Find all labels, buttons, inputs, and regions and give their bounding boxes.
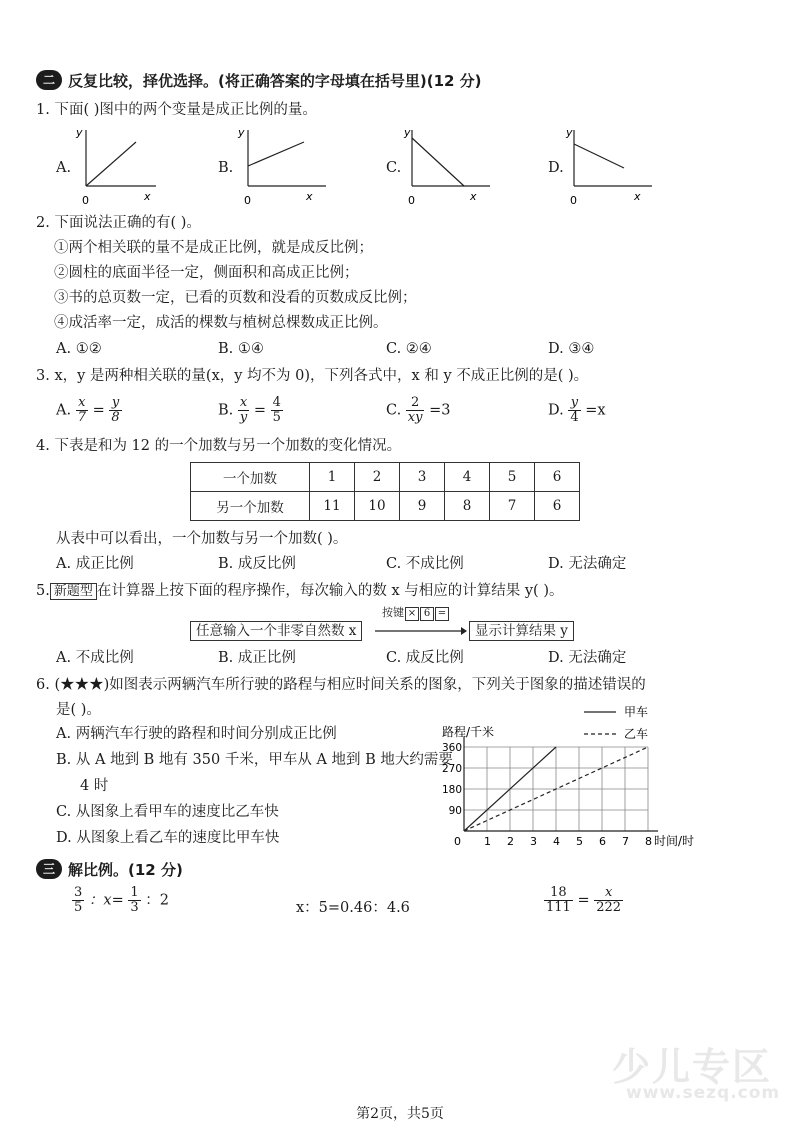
question-6-stem-line2: 是( )。 <box>56 702 101 718</box>
table-cell: 6 <box>535 463 580 492</box>
q4-option-c: C. 不成比例 <box>386 556 464 572</box>
q3-d-label: D. <box>548 402 564 419</box>
q3-a-label: A. <box>56 402 72 419</box>
legend-label: 乙车 <box>624 727 649 741</box>
q6-option-a: A. 两辆汽车行驶的路程和时间分别成正比例 <box>56 726 337 742</box>
x-tick-label: 1 <box>484 835 491 848</box>
table-cell: 7 <box>490 492 535 521</box>
q2-statement-3: ③书的总页数一定，已看的页数和没看的页数成反比例； <box>54 290 417 306</box>
new-question-tag: 新题型 <box>50 583 97 600</box>
x-tick-label: 3 <box>530 835 537 848</box>
section-title: 解比例。(12 分) <box>68 861 183 879</box>
multiply-key: × <box>405 607 419 621</box>
table-row-label: 一个加数 <box>191 463 310 492</box>
table-row-label: 另一个加数 <box>191 492 310 521</box>
q6-option-d: D. 从图象上看乙车的速度比甲车快 <box>56 830 280 846</box>
q5-option-c: C. 成反比例 <box>386 650 464 666</box>
x-tick-label: 2 <box>507 835 514 848</box>
q1-d-y-label: y <box>566 126 573 139</box>
q4-option-d: D. 无法确定 <box>548 556 627 572</box>
q3-a-frac1: $\frac{x}{7}$ <box>77 395 86 425</box>
table-cell: 11 <box>310 492 355 521</box>
q3-option-a: A. $\frac{x}{7}$ = $\frac{y}{8}$ <box>56 395 120 425</box>
watermark-logo: 少儿专区 <box>612 1045 773 1089</box>
table-row <box>191 463 580 492</box>
q1-graph-a <box>68 124 168 208</box>
q5-option-b: B. 成正比例 <box>218 650 296 666</box>
question-2-stem: 2. 下面说法正确的有( )。 <box>36 215 201 231</box>
q3-c-frac: $\frac{2}{xy}$ <box>407 395 423 425</box>
x-tick-label: 8 <box>645 835 652 848</box>
q2-option-d: D. ③④ <box>548 341 595 357</box>
y-tick-label: 90 <box>448 805 462 817</box>
table-cell: 10 <box>355 492 400 521</box>
q2-option-a: A. ①② <box>56 341 102 357</box>
y-tick-label: 270 <box>441 763 462 775</box>
q1-option-c-label: C. <box>386 160 402 176</box>
q6-option-b-cont: 4 时 <box>80 778 109 794</box>
legend-label: 甲车 <box>624 705 649 719</box>
table-cell: 1 <box>310 463 355 492</box>
q1-option-d-label: D. <box>548 160 564 176</box>
page-number: 第2页，共5页 <box>356 1106 444 1122</box>
q1-a-x-label: x <box>144 190 151 203</box>
table-cell: 4 <box>445 463 490 492</box>
q4-tail: 从表中可以看出，一个加数与另一个加数( )。 <box>56 531 348 547</box>
calc-keys: 按键 × 6 = <box>382 604 449 621</box>
q1-b-x-label: x <box>306 190 313 203</box>
watermark-url: www.sezq.com <box>626 1083 781 1103</box>
question-6-stem-line1: 6. (★★★)如图表示两辆汽车所行驶的路程与相应时间关系的图象，下列关于图象的描述错误的 <box>36 677 646 693</box>
q1-option-b-label: B. <box>218 160 234 176</box>
y-tick-label: 180 <box>441 784 462 796</box>
table-cell: 9 <box>400 492 445 521</box>
q2-statement-4: ④成活率一定，成活的棵数与植树总棵数成正比例。 <box>54 315 388 331</box>
q3-option-b: B. $\frac{x}{y}$ = $\frac{4}{5}$ <box>218 395 281 425</box>
q3-b-label: B. <box>218 402 234 419</box>
section-title: 反复比较，择优选择。(将正确答案的字母填在括号里)(12 分) <box>68 72 482 90</box>
x-tick-label: 7 <box>622 835 629 848</box>
addend-table <box>190 462 580 521</box>
q5-option-a: A. 不成比例 <box>56 650 134 666</box>
q6-option-b: B. 从 A 地到 B 地有 350 千米，甲车从 A 地到 B 地大约需要 <box>56 752 453 768</box>
x-tick-label: 4 <box>553 835 560 848</box>
q4-option-a: A. 成正比例 <box>56 556 134 572</box>
q3-option-c: C. $\frac{2}{xy}$ =3 <box>386 395 451 425</box>
table-cell: 8 <box>445 492 490 521</box>
x-tick-label: 6 <box>599 835 606 848</box>
q1-c-origin: 0 <box>408 194 415 207</box>
six-key: 6 <box>420 607 434 621</box>
q1-graph-b <box>230 124 330 208</box>
section-badge: 二 <box>36 70 62 90</box>
table-row <box>191 492 580 521</box>
q3-d-frac: $\frac{y}{4}$ <box>570 395 579 425</box>
calc-output-box: 显示计算结果 y <box>469 621 574 641</box>
y-tick-label: 360 <box>441 742 462 754</box>
q1-graph-c <box>398 124 498 208</box>
q2-option-c: C. ②④ <box>386 341 432 357</box>
q4-option-b: B. 成反比例 <box>218 556 296 572</box>
q1-d-origin: 0 <box>570 194 577 207</box>
q5-option-d: D. 无法确定 <box>548 650 627 666</box>
table-cell: 3 <box>400 463 445 492</box>
section-badge: 三 <box>36 859 62 879</box>
q2-statement-1: ①两个相关联的量不是成正比例，就是成反比例； <box>54 240 373 256</box>
q3-b-frac1: $\frac{x}{y}$ <box>239 395 248 425</box>
question-5-stem: 5. 新题型 在计算器上按下面的程序操作，每次输入的数 x 与相应的计算结果 y( )。 <box>36 583 564 599</box>
x-axis-title: 时间/时 <box>654 834 695 848</box>
proportion-equation-2: x：5=0.46：4.6 <box>296 900 410 916</box>
q3-b-frac2: $\frac{4}{5}$ <box>272 395 281 425</box>
q3-option-d: D. $\frac{y}{4}$ =x <box>548 395 606 425</box>
q1-d-x-label: x <box>634 190 641 203</box>
q1-a-y-label: y <box>76 126 83 139</box>
question-4-stem: 4. 下表是和为 12 的一个加数与另一个加数的变化情况。 <box>36 438 402 454</box>
y-axis-title: 路程/千米 <box>442 725 495 739</box>
table-cell: 6 <box>535 492 580 521</box>
table-cell: 5 <box>490 463 535 492</box>
q2-option-b: B. ①④ <box>218 341 264 357</box>
x-tick-label: 5 <box>576 835 583 848</box>
proportion-equation-1: $\frac{3}{5}$ ：x= $\frac{1}{3}$ ：2 <box>74 885 169 915</box>
q1-option-a-label: A. <box>56 160 72 176</box>
q3-a-frac2: $\frac{y}{8}$ <box>111 395 120 425</box>
q3-c-label: C. <box>386 402 402 419</box>
q2-statement-2: ②圆柱的底面半径一定，侧面积和高成正比例； <box>54 265 359 281</box>
proportion-equation-3: $\frac{18}{111}$ = $\frac{x}{222}$ <box>546 885 622 915</box>
q6-option-c: C. 从图象上看甲车的速度比乙车快 <box>56 804 279 820</box>
calc-input-box: 任意输入一个非零自然数 x <box>190 621 362 641</box>
distance-time-chart <box>440 700 720 856</box>
arrow-icon <box>375 624 467 638</box>
q1-graph-d <box>562 124 662 208</box>
question-3-stem: 3. x，y 是两种相关联的量(x，y 均不为 0)，下列各式中，x 和 y 不成正比例的是( )。 <box>36 368 589 384</box>
x-tick-label: 0 <box>454 835 461 848</box>
q1-b-y-label: y <box>238 126 245 139</box>
q1-a-origin: 0 <box>82 194 89 207</box>
q1-b-origin: 0 <box>244 194 251 207</box>
question-1-stem: 1. 下面( )图中的两个变量是成正比例的量。 <box>36 102 317 118</box>
q1-c-x-label: x <box>470 190 477 203</box>
table-cell: 2 <box>355 463 400 492</box>
q1-c-y-label: y <box>404 126 411 139</box>
equals-key: = <box>435 607 449 621</box>
